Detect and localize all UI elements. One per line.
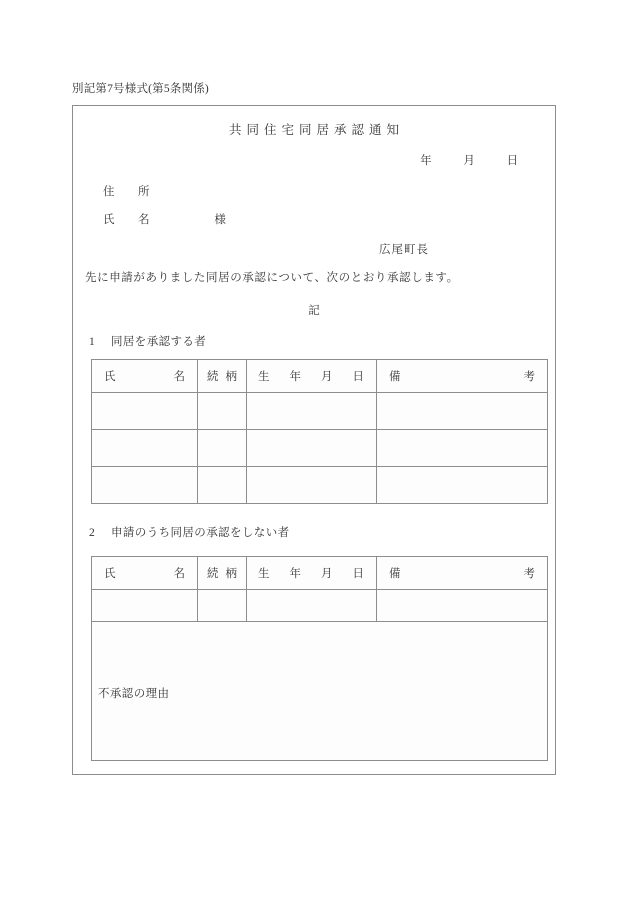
recipient-name-row bbox=[103, 211, 226, 239]
cell-name[interactable] bbox=[92, 467, 198, 504]
header-birth-day: 日 bbox=[352, 371, 364, 383]
form-code-label: 別記第7号様式(第5条関係) bbox=[72, 83, 209, 95]
header-cell-birthdate bbox=[247, 360, 377, 393]
header-relation-left: 続 bbox=[207, 568, 219, 580]
cell-name[interactable] bbox=[92, 393, 198, 430]
header-note-left: 備 bbox=[389, 568, 401, 580]
denied-residents-table bbox=[91, 556, 548, 761]
section-2-label: 申請のうち同居の承認をしない者 bbox=[111, 527, 290, 539]
table-header-row bbox=[92, 557, 548, 590]
header-cell-note bbox=[377, 557, 548, 590]
approved-residents-table bbox=[91, 359, 548, 504]
header-name-right: 名 bbox=[173, 568, 185, 580]
header-name-right: 名 bbox=[173, 371, 185, 383]
ki-mark: 記 bbox=[308, 305, 320, 317]
header-relation-left: 続 bbox=[207, 371, 219, 383]
header-cell-relation bbox=[198, 360, 247, 393]
recipient-address-row bbox=[103, 183, 226, 211]
header-cell-name bbox=[92, 557, 198, 590]
cell-birthdate[interactable] bbox=[247, 467, 377, 504]
cell-relation[interactable] bbox=[198, 590, 247, 622]
cell-note[interactable] bbox=[377, 590, 548, 622]
denial-reason-label: 不承認の理由 bbox=[98, 688, 170, 700]
document-page-frame bbox=[72, 105, 556, 775]
table-row[interactable] bbox=[92, 393, 548, 430]
denial-reason-cell[interactable] bbox=[92, 622, 548, 761]
cell-name[interactable] bbox=[92, 590, 198, 622]
recipient-name-label: 氏 名 bbox=[103, 214, 156, 226]
cell-note[interactable] bbox=[377, 430, 548, 467]
section-1-heading bbox=[89, 333, 206, 349]
header-birth-sei: 生 bbox=[258, 568, 270, 580]
header-cell-relation bbox=[198, 557, 247, 590]
document-title: 共同住宅同居承認通知 bbox=[228, 123, 404, 137]
header-relation-right: 柄 bbox=[225, 371, 237, 383]
section-2-heading bbox=[89, 524, 290, 540]
body-statement: 先に申請がありました同居の承認について、次のとおり承認します。 bbox=[85, 272, 459, 284]
cell-birthdate[interactable] bbox=[247, 590, 377, 622]
header-cell-name bbox=[92, 360, 198, 393]
denial-reason-row[interactable] bbox=[92, 622, 548, 761]
cell-relation[interactable] bbox=[198, 467, 247, 504]
header-relation-right: 柄 bbox=[225, 568, 237, 580]
cell-note[interactable] bbox=[377, 393, 548, 430]
date-month-label: 月 bbox=[463, 155, 475, 167]
cell-birthdate[interactable] bbox=[247, 393, 377, 430]
header-cell-note bbox=[377, 360, 548, 393]
recipient-block bbox=[103, 183, 226, 239]
header-note-left: 備 bbox=[389, 371, 401, 383]
header-name-left: 氏 bbox=[104, 568, 116, 580]
cell-note[interactable] bbox=[377, 467, 548, 504]
header-birth-sei: 生 bbox=[258, 371, 270, 383]
header-note-right: 考 bbox=[523, 371, 535, 383]
cell-relation[interactable] bbox=[198, 430, 247, 467]
header-birth-month: 月 bbox=[321, 568, 333, 580]
cell-name[interactable] bbox=[92, 430, 198, 467]
section-1-label: 同居を承認する者 bbox=[111, 336, 207, 348]
header-birth-month: 月 bbox=[321, 371, 333, 383]
table-header-row bbox=[92, 360, 548, 393]
header-note-right: 考 bbox=[523, 568, 535, 580]
cell-birthdate[interactable] bbox=[247, 430, 377, 467]
date-line bbox=[420, 152, 533, 168]
table-row[interactable] bbox=[92, 430, 548, 467]
section-2-number: 2 bbox=[89, 527, 96, 539]
section-1-number: 1 bbox=[89, 336, 96, 348]
recipient-address-label: 住 所 bbox=[103, 186, 156, 198]
header-birth-year: 年 bbox=[289, 568, 301, 580]
header-cell-birthdate bbox=[247, 557, 377, 590]
recipient-name-suffix: 様 bbox=[214, 214, 226, 226]
table-row[interactable] bbox=[92, 467, 548, 504]
issuer-name: 広尾町長 bbox=[379, 244, 429, 256]
date-year-label: 年 bbox=[420, 155, 432, 167]
cell-relation[interactable] bbox=[198, 393, 247, 430]
header-birth-day: 日 bbox=[352, 568, 364, 580]
table-row[interactable] bbox=[92, 590, 548, 622]
header-birth-year: 年 bbox=[289, 371, 301, 383]
date-day-label: 日 bbox=[506, 155, 519, 167]
header-name-left: 氏 bbox=[104, 371, 116, 383]
